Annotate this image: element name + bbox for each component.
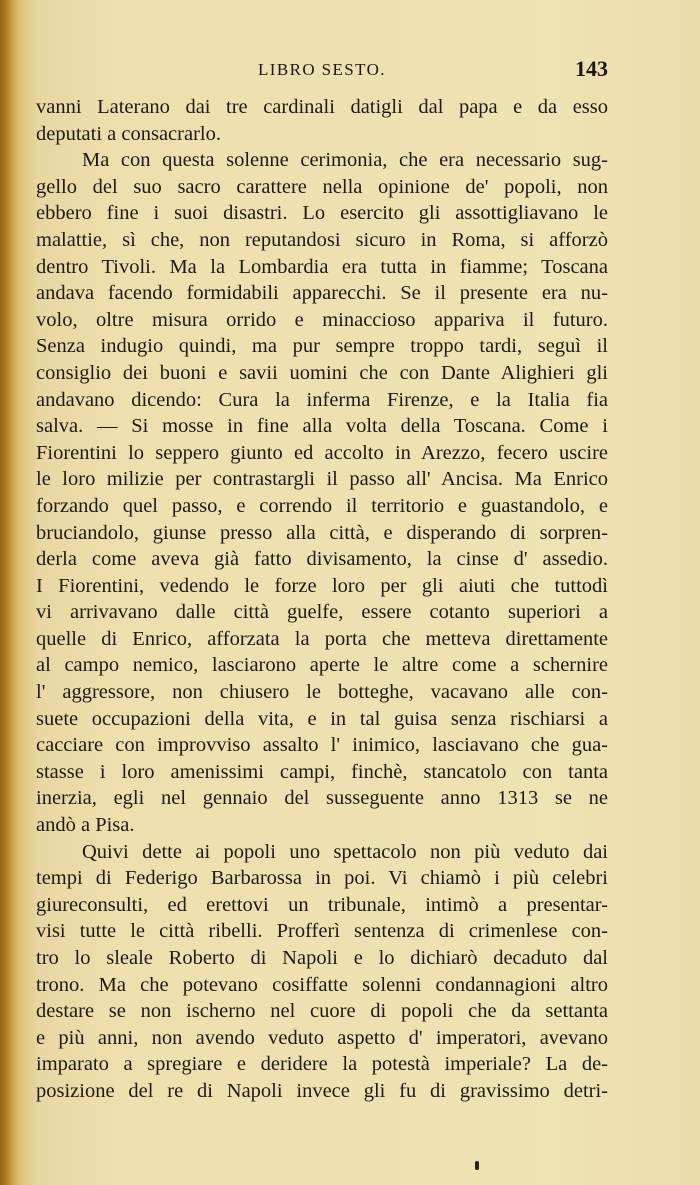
- text-line: cacciare con improvviso assalto l' inimico, lasciavano che gua-: [36, 734, 608, 757]
- page-number: 143: [575, 56, 608, 81]
- text-line: andavano dicendo: Cura la inferma Firenze, e la Italia fia: [36, 388, 608, 411]
- footer-ink-mark: [475, 1161, 479, 1170]
- text-line: l' aggressore, non chiusero le botteghe, vacavano alle con-: [36, 681, 608, 704]
- body-text: [36, 94, 608, 1105]
- text-line: Ma con questa solenne cerimonia, che era necessario sug-: [82, 149, 608, 172]
- text-line: suete occupazioni della vita, e in tal guisa senza rischiarsi a: [36, 707, 608, 730]
- text-line: visi tutte le città ribelli. Profferì sentenza di crimenlese con-: [36, 920, 608, 943]
- text-line: trono. Ma che potevano cosiffatte solenni condannagioni altro: [36, 973, 608, 996]
- text-line: posizione del re di Napoli invece gli fu di gravissimo detri-: [36, 1079, 608, 1102]
- page-header: [36, 58, 608, 86]
- text-line: vi arrivavano dalle città guelfe, essere cotanto superiori a: [36, 601, 608, 624]
- text-line: derla come aveva già fatto divisamento, la cinse d' assedio.: [36, 548, 608, 571]
- text-line: consiglio dei buoni e savii uomini che con Dante Alighieri gli: [36, 361, 608, 384]
- text-line: gello del suo sacro carattere nella opinione de' popoli, non: [36, 175, 608, 198]
- text-line: giureconsulti, ed erettovi un tribunale, intimò a presentar-: [36, 893, 608, 916]
- text-line: salva. — Si mosse in fine alla volta della Toscana. Come i: [36, 415, 608, 438]
- text-line: imparato a spregiare e deridere la potestà imperiale? La de-: [36, 1053, 608, 1076]
- text-line: quelle di Enrico, afforzata la porta che metteva direttamente: [36, 627, 608, 650]
- text-line: volo, oltre misura orrido e minaccioso appariva il futuro.: [36, 308, 608, 331]
- text-line: al campo nemico, lasciarono aperte le altre come a schernire: [36, 654, 608, 677]
- text-line: Quivi dette ai popoli uno spettacolo non più veduto dai: [82, 840, 608, 863]
- text-line: Senza indugio quindi, ma pur sempre troppo tardi, seguì il: [36, 335, 608, 358]
- text-line: tempi di Federigo Barbarossa in poi. Vi chiamò i più celebri: [36, 867, 608, 890]
- text-line: ebbero fine i suoi disastri. Lo esercito gli assottigliavano le: [36, 202, 608, 225]
- text-line: destare se non ischerno nel cuore di popoli che da settanta: [36, 1000, 608, 1023]
- page-spine-shadow: [0, 0, 12, 1185]
- text-line: I Fiorentini, vedendo le forze loro per gli aiuti che tuttodì: [36, 574, 608, 597]
- text-line: le loro milizie per contrastargli il passo all' Ancisa. Ma Enrico: [36, 468, 608, 491]
- text-line: dentro Tivoli. Ma la Lombardia era tutta in fiamme; Toscana: [36, 255, 608, 278]
- text-line: Fiorentini lo seppero giunto ed accolto in Arezzo, fecero uscire: [36, 441, 608, 464]
- text-line: deputati a consacrarlo.: [36, 122, 221, 145]
- running-head: LIBRO SESTO.: [258, 60, 386, 79]
- text-line: e più anni, non avendo veduto aspetto d' imperatori, avevano: [36, 1026, 608, 1049]
- text-line: andò a Pisa.: [36, 814, 135, 837]
- text-line: inerzia, egli nel gennaio del susseguente anno 1313 se ne: [36, 787, 608, 810]
- text-line: bruciandolo, giunse presso alla città, e disperando di sorpren-: [36, 521, 608, 544]
- text-line: stasse i loro amenissimi campi, finchè, stancatolo con tanta: [36, 760, 608, 783]
- text-line: malattie, sì che, non reputandosi sicuro in Roma, si afforzò: [36, 228, 608, 251]
- text-line: vanni Laterano dai tre cardinali datigli dal papa e da esso: [36, 96, 608, 118]
- text-line: andava facendo formidabili apparecchi. Se il presente era nu-: [36, 282, 608, 305]
- text-line: forzando quel passo, e correndo il territorio e guastandolo, e: [36, 494, 608, 517]
- text-line: tro lo sleale Roberto di Napoli e lo dichiarò decaduto dal: [36, 947, 608, 969]
